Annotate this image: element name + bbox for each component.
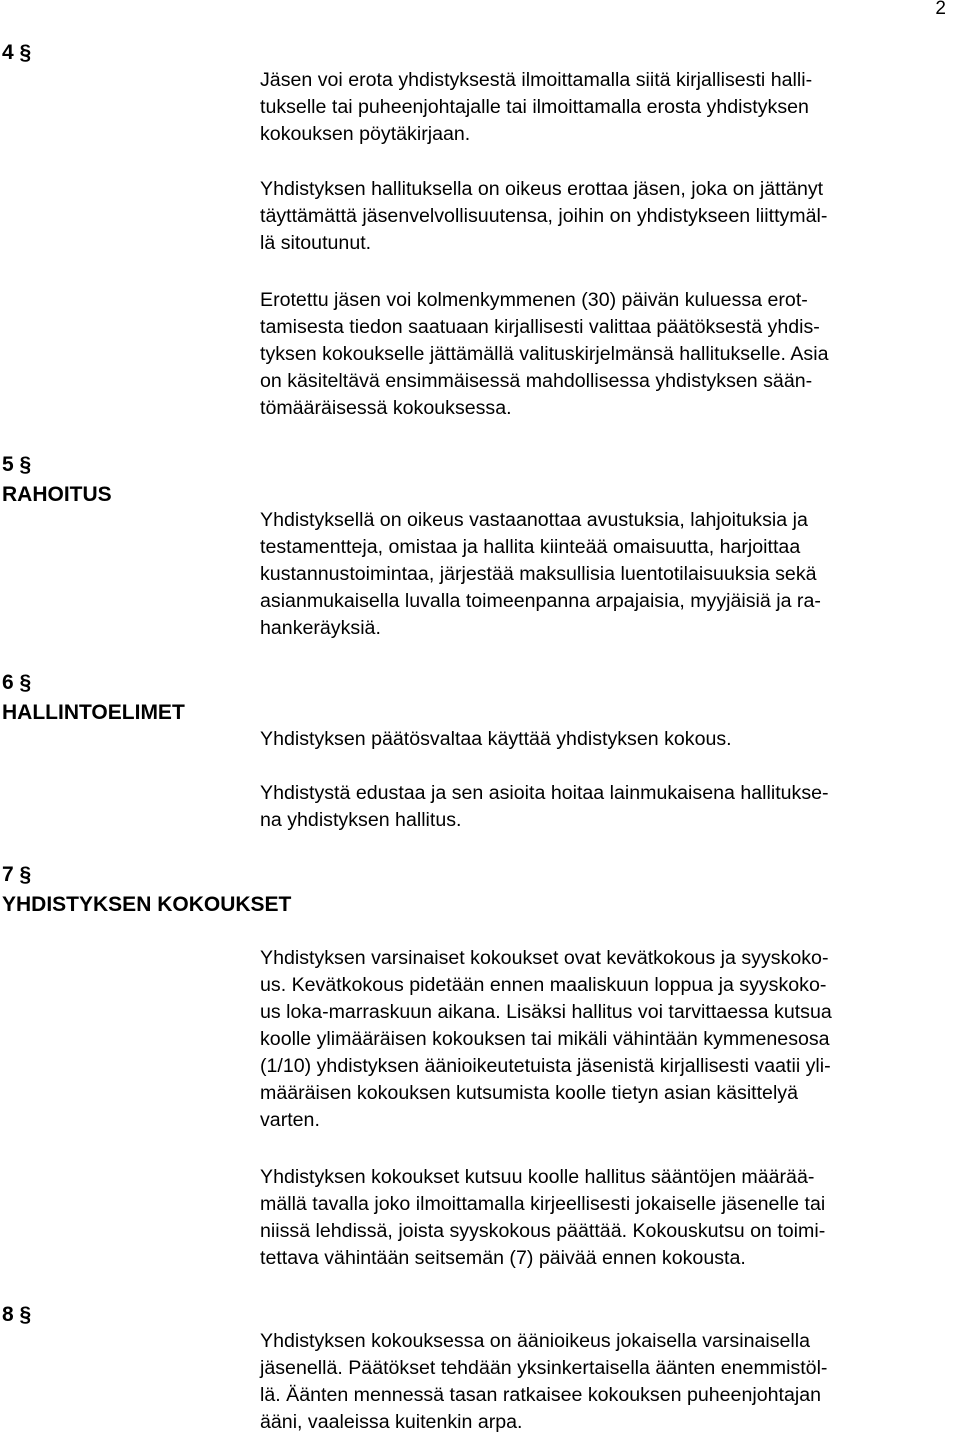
- text-line: Yhdistyksen kokoukset kutsuu koolle hallitus sääntöjen määrää-: [260, 1166, 815, 1188]
- section-number: 6 §: [2, 671, 32, 694]
- page-number: 2: [935, 0, 946, 19]
- text-line: on käsiteltävä ensimmäisessä mahdollisessa yhdistyksen sään-: [260, 370, 813, 392]
- section-number: 5 §: [2, 453, 32, 476]
- text-line: niissä lehdissä, joista syyskokous päättää. Kokouskutsu on toimi-: [260, 1220, 826, 1242]
- text-line: Yhdistyksen hallituksella on oikeus erottaa jäsen, joka on jättänyt: [260, 178, 824, 200]
- text-line: tyksen kokoukselle jättämällä valituskirjelmänsä hallitukselle. Asia: [260, 343, 829, 365]
- text-line: Yhdistyksen päätösvaltaa käyttää yhdistyksen kokous.: [260, 728, 732, 750]
- text-line: tettava vähintään seitsemän (7) päivää ennen kokousta.: [260, 1247, 746, 1269]
- text-line: Yhdistyksen kokouksessa on äänioikeus jokaisella varsinaisella: [260, 1330, 811, 1352]
- text-line: tömääräisessä kokouksessa.: [260, 397, 512, 419]
- text-line: Jäsen voi erota yhdistyksestä ilmoittamalla siitä kirjallisesti halli-: [260, 69, 813, 91]
- text-line: hankeräyksiä.: [260, 617, 381, 639]
- text-line: Yhdistystä edustaa ja sen asioita hoitaa lainmukaisena hallitukse-: [260, 782, 829, 804]
- text-line: Yhdistyksen varsinaiset kokoukset ovat kevätkokous ja syyskoko-: [260, 947, 829, 969]
- text-line: lä sitoutunut.: [260, 232, 372, 254]
- paragraph: [260, 780, 960, 834]
- paragraph: [260, 67, 960, 148]
- section-heading-6: [2, 668, 185, 728]
- section-title: HALLINTOELIMET: [2, 701, 185, 724]
- text-line: Erotettu jäsen voi kolmenkymmenen (30) päivän kuluessa erot-: [260, 289, 808, 311]
- section-heading-8: [2, 1300, 31, 1330]
- text-line: tukselle tai puheenjohtajalle tai ilmoittamalla erosta yhdistyksen: [260, 96, 809, 118]
- text-line: us. Kevätkokous pidetään ennen maaliskuun loppua ja syyskoko-: [260, 974, 827, 996]
- paragraph: [260, 176, 960, 257]
- section-number: 8 §: [2, 1303, 32, 1326]
- paragraph: [260, 507, 960, 642]
- section-number: 4 §: [2, 41, 32, 64]
- section-heading-5: [2, 450, 112, 510]
- text-line: ääni, vaaleissa kuitenkin arpa.: [260, 1411, 523, 1433]
- text-line: kustannustoimintaa, järjestää maksullisia luentotilaisuuksia sekä: [260, 563, 817, 585]
- section-title: RAHOITUS: [2, 483, 112, 506]
- text-line: määräisen kokouksen kutsumista koolle tietyn asian käsittelyä: [260, 1082, 799, 1104]
- paragraph: [260, 945, 960, 1134]
- text-line: na yhdistyksen hallitus.: [260, 809, 462, 831]
- text-line: koolle ylimääräisen kokouksen tai mikäli vähintään kymmenesosa: [260, 1028, 830, 1050]
- paragraph: [260, 1164, 960, 1272]
- section-heading-7: [2, 860, 291, 920]
- text-line: varten.: [260, 1109, 320, 1131]
- text-line: täyttämättä jäsenvelvollisuutensa, joihin on yhdistykseen liittymäl-: [260, 205, 828, 227]
- paragraph: [260, 1328, 960, 1436]
- text-line: Yhdistyksellä on oikeus vastaanottaa avustuksia, lahjoituksia ja: [260, 509, 808, 531]
- paragraph: [260, 726, 960, 753]
- text-line: asianmukaisella luvalla toimeenpanna arpajaisia, myyjäisiä ja ra-: [260, 590, 821, 612]
- text-line: lä. Äänten mennessä tasan ratkaisee kokouksen puheenjohtajan: [260, 1384, 821, 1406]
- text-line: tamisesta tiedon saatuaan kirjallisesti valittaa päätöksestä yhdis-: [260, 316, 820, 338]
- text-line: (1/10) yhdistyksen äänioikeutetuista jäsenistä kirjallisesti vaatii yli-: [260, 1055, 831, 1077]
- text-line: testamentteja, omistaa ja hallita kiinteää omaisuutta, harjoittaa: [260, 536, 801, 558]
- section-title: YHDISTYKSEN KOKOUKSET: [2, 893, 292, 916]
- text-line: us loka-marraskuun aikana. Lisäksi hallitus voi tarvittaessa kutsua: [260, 1001, 832, 1023]
- text-line: mällä tavalla joko ilmoittamalla kirjeellisesti jokaiselle jäsenelle tai: [260, 1193, 826, 1215]
- text-line: kokouksen pöytäkirjaan.: [260, 123, 471, 145]
- paragraph: [260, 287, 960, 422]
- section-heading-4: [2, 38, 31, 68]
- text-line: jäsenellä. Päätökset tehdään yksinkertaisella äänten enemmistöl-: [260, 1357, 828, 1379]
- section-number: 7 §: [2, 863, 32, 886]
